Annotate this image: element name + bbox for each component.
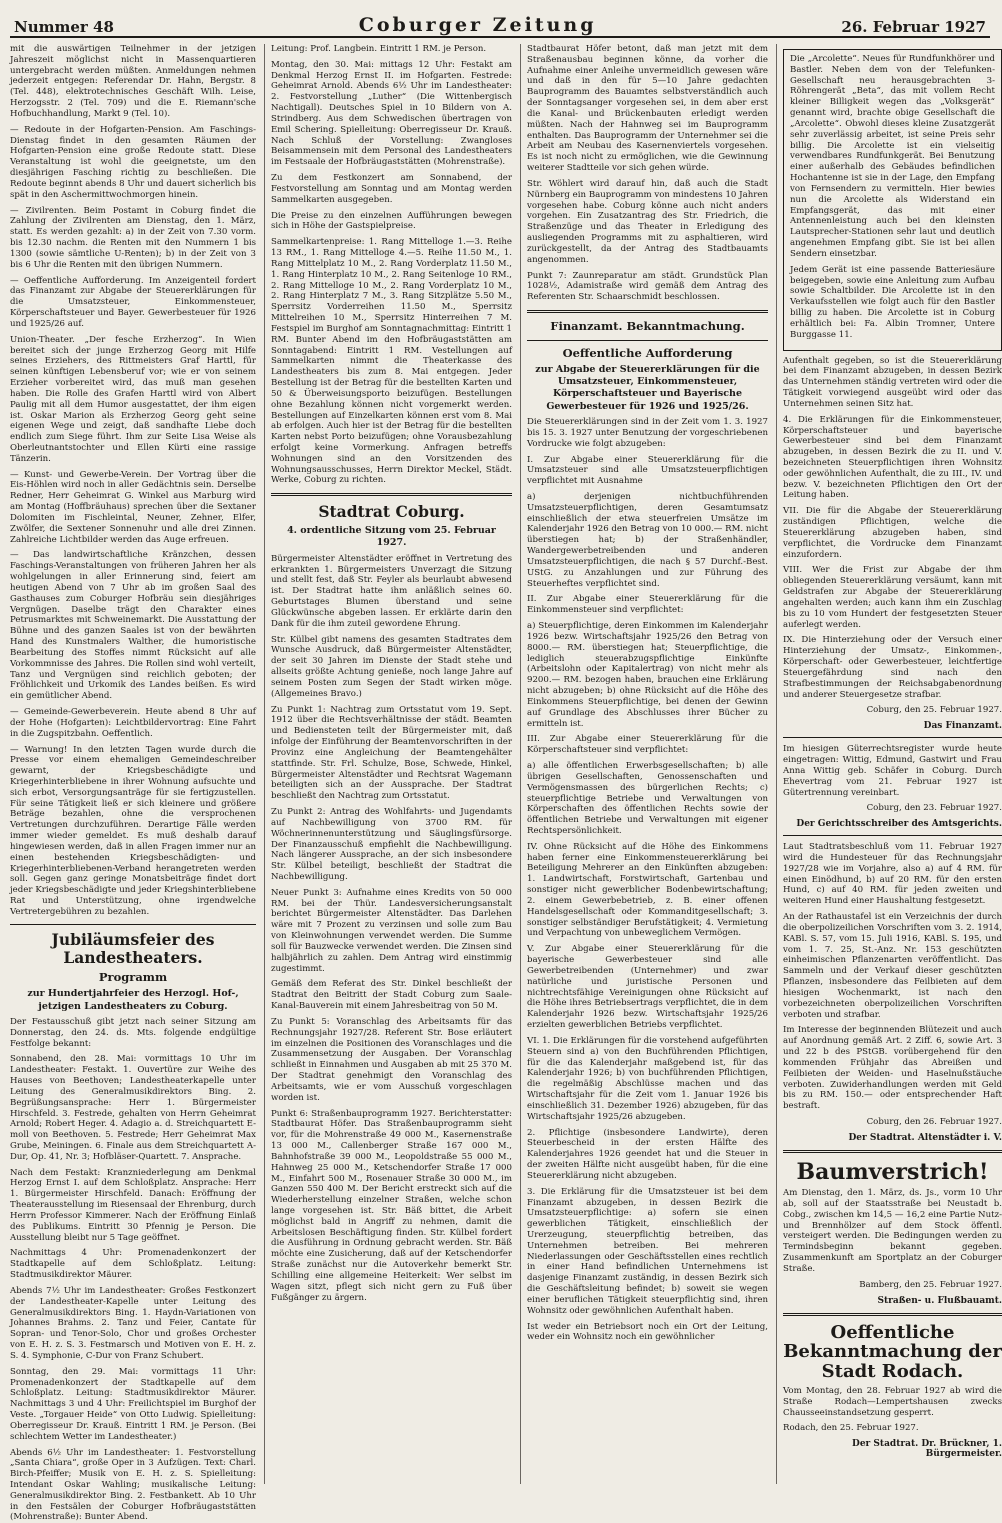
program-heading: Programm xyxy=(98,970,168,985)
finanzamt-signature: Das Finanzamt. xyxy=(923,721,1002,732)
aufforderung-section-2-items: a) Steuerpflichtige, deren Einkommen im Kalenderjahr 1926 bezw. Wirtschaftsjahr 1925/26 den Betrag von 8000.— RM. überstiegen hat; Steuerpflichtige, die lediglich steuerabzugspflichtige Einkünfte (Arbeitslohn oder Kapitalertrag) von nicht mehr als 9200.— RM. bezogen haben, brauchen eine Erklärung nicht abzugeben; b) ohne Rücksicht auf die Höhe des Einkommens Steuerpflichtige, bei denen der Gewinn auf Grundlage des Abschlusses ihrer Bücher zu ermitteln ist. xyxy=(527,621,768,729)
divider xyxy=(783,835,1002,836)
aufforderung-section-1: I. Zur Abgabe einer Steuererklärung für die Umsatzsteuer sind alle Umsatzsteuerpflichtigen verpflichtet mit Ausnahme xyxy=(527,454,768,487)
finanzamt-section-7: VII. Die für die Abgabe der Steuererklärung zuständigen Pflichtigen, welche die Steuererklärung abzugeben haben, sind verpflichtet, die Vordrucke dem Finanzamt einzufordern. xyxy=(783,506,1002,560)
masthead xyxy=(10,6,990,38)
baumverstrich-place-date: Bamberg, den 25. Februar 1927. xyxy=(859,1279,1002,1290)
gueterrecht-signature: Der Gerichtsschreiber des Amtsgerichts. xyxy=(796,819,1002,830)
program-sunday: Sonntag, den 29. Mai: vormittags 11 Uhr: Promenadenkonzert der Stadtkapelle auf dem Schloßplatz. Leitung: Stadtmusikdirektor Mäurer. Nachmittags 3 und 4 Uhr: Freilichtspiel im Burghof der Veste. „Torgauer Heide“ von Otto Ludwig. Spielleitung: Oberregisseur Dr. Krauß. Eintritt 1 RM. je Person. (Bei schlechtem Wetter im Landestheater.) xyxy=(10,1366,256,1442)
program-sammelkarten: Zu dem Festkonzert am Sonnabend, der Festvorstellung am Sonntag und am Montag werden Sammelkarten ausgegeben. xyxy=(271,173,512,205)
aufforderung-heading: Oeffentliche Aufforderung xyxy=(562,345,733,360)
aufforderung-continued: Ist weder ein Betriebsort noch ein Ort der Leitung, weder ein Wohnsitz noch ein gewöhnlicher xyxy=(527,1321,768,1343)
program-preise: Die Preise zu den einzelnen Aufführungen bewegen sich in Höhe der Gastspielpreise. xyxy=(271,210,512,232)
stadtrat-opening: Bürgermeister Altenstädter eröffnet in Vertretung des erkrankten 1. Bürgermeisters Unverzagt die Sitzung und stellt fest, daß Str. Feyler als beurlaubt abwesend ist. Der Stadtrat hatte ihm anläßlich seines 60. Geburtstages Blumen überstand und seine Glückwünsche abgeben lassen. Er erklärte darin den Dank für die ihm zuteil gewordene Ehrung. xyxy=(271,553,512,629)
finanzamt-continued: Aufenthalt gegeben, so ist die Steuererklärung bei dem Finanzamt abzugeben, in dessen Bezirk das Unternehmen ständig vertreten wird oder die Tätigkeit vorwiegend ausgeübt wird oder das Unternehmen seinen Sitz hat. xyxy=(783,355,1002,409)
stadtrat-kuelbel: Str. Külbel gibt namens des gesamten Stadtrates dem Wunsche Ausdruck, daß Bürgermeister Altenstädter, der seit 30 Jahren im Dienste der Stadt stehe und allseits größte Achtung genieße, noch lange Jahre auf seinem Posten zum Segen der Stadt wirken möge. (Allgemeines Bravo.) xyxy=(271,634,512,699)
divider xyxy=(783,1150,1002,1153)
divider xyxy=(783,737,1002,738)
finanzamt-place-date: Coburg, den 25. Februar 1927. xyxy=(866,705,1002,716)
article-zivilrenten: — Zivilrenten. Beim Postamt in Coburg findet die Zahlung der Zivilrenten am Dienstag, den 1. März, statt. Es werden gezahlt: a) in der Zeit von 7.30 vorm. bis 12.30 nachm. die Renten mit den Nummern 1 bis 1300 (sowie sämtliche U-Renten); b) in der Zeit von 3 bis 6 Uhr die Renten mit den übrigen Nummern. xyxy=(10,205,256,270)
arcolette-box xyxy=(783,49,1002,351)
gueterrecht-place-date: Coburg, den 23. Februar 1927. xyxy=(866,803,1002,814)
rodach-heading: Oeffentliche Bekanntmachung der Stadt Rodach. xyxy=(783,1321,1002,1383)
rodach-place-date: Rodach, den 25. Februar 1927. xyxy=(783,1423,919,1434)
aufforderung-intro: Die Steuererklärungen sind in der Zeit vom 1. 3. 1927 bis 15. 3. 1927 unter Benutzung der vorgeschriebenen Vordrucke wie folgt abzugeben: xyxy=(527,417,768,449)
program-after-festakt: Nach dem Festakt: Kranzniederlegung am Denkmal Herzog Ernst I. auf dem Schloßplatz. Ansprache: Herr 1. Bürgermeister Hirschfeld. Danach: Eröffnung der Theaterausstellung im Riesensaal der Ehrenburg, durch Herrn Professor Kimmerer. Nach der Eröffnung Einlaß des Publikums. Eintritt 30 Pfennig je Person. Die Ausstellung bleibt nur 5 Tage geöffnet. xyxy=(10,1167,256,1243)
program-kartenpreise: Sammelkartenpreise: 1. Rang Mittelloge 1.—3. Reihe 13 RM., 1. Rang Mittelloge 4.—5. Reihe 11.50 M., 1. Rang Mittelplatz 10 M., 2. Rang Vorderplatz 11.50 M., 1. Rang Hinterplatz 10 M., 2. Rang Seitenloge 10 RM., 2. Rang Mittelloge 10 M., 2. Rang Vorderplatz 10 M., 2. Rang Hinterplatz 7 M., 3. Rang Sitzplätze 5.50 M., Sperrsitz Vorderreihen 11.50 M., Sperrsitz Mittelreihen 10 M., Sperrsitz Hinterreihen 7 M. Festspiel im Burghof am Sonntagnachmittag: Eintritt 1 RM. Bunter Abend im den Hofbräugaststätten am Sonntagabend: Eintritt 1 RM. Vestellungen auf Sammelkarten nimmt die Theaterkasse des Landestheaters bis zum 8. Mai entgegen. Jeder Bestellung ist der Betrag für die bestellten Karten und 50 & Überweisungsporto beizufügen. Bestellungen ohne Bezahlung können nicht vorgemerkt werden. Bestellungen auf Einzelkarten können erst vom 8. Mai ab erfolgen. Auch hier ist der Betrag für die bestellten Karten nebst Porto beizufügen; ohne Vorausbezahlung erfolgt keine Vormerkung. Anfragen betreffs Wohnungen sind an den Vorsitzenden des Wohnungsausschusses, Herrn Direktor Meckel, Städt. Werke, Coburg zu richten. xyxy=(271,237,512,486)
aufforderung-section-6: VI. 1. Die Erklärungen für die vorstehend aufgeführten Steuern sind a) von den Buchführenden Pflichtigen, für die das Kalenderjahr maßgebend ist, für das Kalenderjahr 1926; b) von buchführenden Pflichtigen, die regelmäßig Abschlüsse machen und das Wirtschaftsjahr für die Zeit vom 1. Januar 1926 bis einschließlich 31. Dezember 1926) abzugeben, für das Wirtschaftsjahr 1925/26 abzugeben. xyxy=(527,1035,768,1122)
aufforderung-section-4: IV. Ohne Rücksicht auf die Höhe des Einkommens haben ferner eine Einkommensteuererklärung bei Beteiligung Mehrerer an den Einkünften abzugeben: 1. Landwirtschaft, Forstwirtschaft, Gartenbau und sonstiger nicht gewerblicher Bodenbewirtschaftung; 2. einem Gewerbebetrieb, z. B. einer offenen Handelsgesellschaft oder Kommanditgesellschaft; 3. sonstiger selbständiger Berufstätigkeit; 4. Vermietung und Verpachtung von unbeweglichem Vermögen. xyxy=(527,841,768,939)
stadtrat-punkt-1: Zu Punkt 1: Nachtrag zum Ortsstatut vom 19. Sept. 1912 über die Rechtsverhältnisse der städt. Beamten und Bediensteten teilt der Bürgermeister mit, daß infolge der Einführung der Beamtenvorschriften in der Provinz eine Angleichung der Beamtengehälter stattfinde. Str. Frl. Schulze, Bose, Schwede, Hinkel, Bürgermeister Altenstädter und Rechtsrat Wagemann beteiligten sich an der Aussprache. Der Stadtrat beschließt den Nachtrag zum Ortsstatut. xyxy=(271,704,512,802)
issue-number: Nummer 48 xyxy=(14,18,114,36)
divider xyxy=(527,310,768,313)
rodach-signature: Der Stadtrat. Dr. Brückner, 1. Bürgermeister. xyxy=(852,1439,1002,1460)
stadtrat-subheading: 4. ordentliche Sitzung vom 25. Februar 1927. xyxy=(287,525,496,549)
finanzamt-section-9: IX. Die Hinterziehung oder der Versuch einer Hinterziehung der Umsatz-, Einkommen-, Körperschaft- oder Gewerbesteuer, leichtfertige Steuergefährdung sind nach den Strafbestimmungen der Reichsabgabenordnung und anderer Steuergesetze strafbar. xyxy=(783,635,1002,700)
stadtrat-place-date: Coburg, den 26. Februar 1927. xyxy=(866,1117,1002,1128)
column-1 xyxy=(10,44,256,1523)
aufforderung-section-3: III. Zur Abgabe einer Steuererklärung für die Körperschaftsteuer sind verpflichtet: xyxy=(527,734,768,756)
divider xyxy=(783,1313,1002,1316)
hundesteuer-notice: Laut Stadtratsbeschluß vom 11. Februar 1927 wird die Hundesteuer für das Rechnungsjahr 1927/28 wie im Vorjahre, also a) auf 4 RM. für einen Einödhund, b) auf 20 RM. für den ersten Hund, c) auf 40 RM. für jeden zweiten und weiteren Hund einer Haushaltung festgesetzt. xyxy=(783,842,1002,907)
aufforderung-section-2: II. Zur Abgabe einer Steuererklärung für die Einkommensteuer sind verpflichtet: xyxy=(527,594,768,616)
column-4 xyxy=(776,44,1002,1484)
program-continued: Leitung: Prof. Langbein. Eintritt 1 RM. je Person. xyxy=(271,44,487,54)
article-kraenzchen: — Das landwirtschaftliche Kränzchen, dessen Faschings-Veranstaltungen von früheren Jahren her als wohlgelungen in aller Erinnerung sind, feiert am heutigen Abend von 7 Uhr ab im großen Saal des Gasthauses zum Coburger Hofbräu sein diesjähriges Vergnügen. Daselbe trägt den Charakter eines Petrusmarktes mit Schweinemarkt. Die Ausstattung der Bühne und des ganzen Saales ist von der bewährten Hand des Kunstmalers Walther, die humoristische Bearbeitung des Stoffes nimmt Rücksicht auf alle Vorkommnisse des Jahres. Die Rollen sind wohl verteilt, Tanz und Vergnügen sind reichlich geboten; der Fröhlichkeit und Urkomik des Landes beißen. Es wird ein gemütlicher Abend. xyxy=(10,550,256,702)
column-3 xyxy=(520,44,768,1484)
stadtrat-saalekanal: Gemäß dem Referat des Str. Dinkel beschließt der Stadtrat den Beitritt der Stadt Coburg zum Saale-Kanal-Bauverein mit einem Jahresbeitrag von 50 M. xyxy=(271,979,512,1012)
divider xyxy=(10,924,256,925)
aufforderung-subheading: zur Abgabe der Steuererklärungen für die Umsatzsteuer, Einkommensteuer, Körperschaftsteuer und Bayerische Gewerbesteuer für 1926 und 1925/26. xyxy=(535,363,760,412)
program-monday: Montag, den 30. Mai: mittags 12 Uhr: Festakt am Denkmal Herzog Ernst II. im Hofgarten. Festrede: Geheimrat Arnold. Abends 6½ Uhr im Landestheater: 2. Festvorstellung „Luther“ (Die Wittenbergisch Nachtigall). Deutsches Spiel in 10 Bildern von A. Strindberg. Aus dem Schwedischen übertragen von Emil Schering. Spielleitung: Oberregisseur Dr. Krauß. Nach Schluß der Vorstellung: Zwangloses Beisammensein mit dem Personal des Landestheaters im Festsaale der Hofbräugaststätten (Mohrenstraße). xyxy=(271,59,512,168)
article-redoute: — Redoute in der Hofgarten-Pension. Am Faschings-Dienstag findet in den gesamten Räumen der Hofgarten-Pension eine große Redoute statt. Diese Veranstaltung ist wohl die geeignetste, um den diesjährigen Fasching richtig zu beschließen. Die Redoute beginnt abends 8 Uhr und dauert sicherlich bis spät in den Aschermittwochmorgen hinein. xyxy=(10,124,256,200)
baumverstrich-notice: Am Dienstag, den 1. März, ds. Js., vorm 10 Uhr ab, soll auf der Staatsstraße bei Neustadt b. Cobg., zwischen km 14,5 — 16,2 eine Partie Nutz- und Brennhölzer auf dem Stock öffentl. versteigert werden. Die Bedingungen werden zu Termindsbeginn bekannt gegeben. Zusammenkunft am Sportplatz an der Coburger Straße. xyxy=(783,1188,1002,1274)
columns xyxy=(10,44,1002,1523)
stadtrat-punkt-3: Neuer Punkt 3: Aufnahme eines Kredits von 50 000 RM. bei der Thür. Landesversicherungsanstalt berichtet Bürgermeister Altenstädter. Das Darlehen wäre mit 7 Prozent zu verzinsen und solle zum Bau von Kleinwohnungen verwendet werden. Die Summe soll für Bauzwecke verwendet werden. Die Zinsen sind halbjährlich zu zahlen. Dem Antrag wird einstimmig zugestimmt. xyxy=(271,887,512,974)
article-gewerbeverein: — Gemeinde-Gewerbeverein. Heute abend 8 Uhr auf der Hohe (Hofgarten): Leichtbildervortrag: Eine Fahrt in die Zugspitzbahn. Oeffentlich. xyxy=(10,707,256,739)
aufforderung-section-5: V. Zur Abgabe einer Steuererklärung für die bayerische Gewerbesteuer sind alle Gewerbetreibenden (Unternehmer) und zwar natürliche und juristische Personen und nichtrechtsfähige Vereinigungen ohne Rücksicht auf die Höhe ihres Betriebsertrags verpflichtet, die in dem Kalenderjahr 1926 bezw. Wirtschaftsjahr 1925/26 erzielten gewerblichen Betriebs verpflichtet. xyxy=(527,944,768,1031)
divider xyxy=(527,340,768,341)
program-saturday: Sonnabend, den 28. Mai: vormittags 10 Uhr im Landestheater: Festakt. 1. Ouvertüre zur Weihe des Hauses von Beethoven; Landestheaterkapelle unter Leitung des Generalmusikdirektors Bing. 2. Begrüßungsansprache: Herr 1. Bürgermeister Hirschfeld. 3. Festrede, gehalten von Herrn Geheimrat Arnold; Robert Heger. 4. Adagio a. d. Streichquartett E-moll von Beethoven. 5. Festrede; Herr Geheimrat Max Grube, Meiningen. 6. Finale aus dem Streichquartett A-Dur, Op. 41, Nr. 3; Hofbläser-Quartett. 7. Ansprache. xyxy=(10,1054,256,1162)
finanzamt-section-6-4: 4. Die Erklärungen für die Einkommensteuer, Körperschaftsteuer und bayerische Gewerbesteuer sind bei dem Finanzamt abzugeben, in dessen Bezirk die zu II. und V. bezeichneten Steuerpflichtigen ihren Wohnsitz oder gewöhnlichen Aufenthalt, die zu III., IV. und bezw. V. bezeichneten Pflichtigen den Ort der Leitung haben. xyxy=(783,414,1002,501)
program-intro: Der Festausschuß gibt jetzt nach seiner Sitzung am Donnerstag, den 24. ds. Mts. folgende endgültige Festfolge bekannt: xyxy=(10,1016,256,1049)
gueterrecht-notice: Im hiesigen Güterrechtsregister wurde heute eingetragen: Wittig, Edmund, Gastwirt und Frau Anna Wittig geb. Schäfer in Coburg. Durch Ehevertrag vom 21. Februar 1927 ist Gütertrennung vereinbart. xyxy=(783,744,1002,798)
issue-date: 26. Februar 1927 xyxy=(841,18,986,36)
finanzamt-heading: Finanzamt. Bekanntmachung. xyxy=(550,319,745,334)
program-subheading: zur Hundertjahrfeier des Herzogl. Hof-, jetzigen Landestheaters zu Coburg. xyxy=(27,988,239,1012)
article-kunstverein: — Kunst- und Gewerbe-Verein. Der Vortrag über die Eis-Höhlen wird noch in aller Gedächtnis sein. Derselbe Redner, Herr Geheimrat G. Winkel aus Marburg wird am Montag (Hoffbräuhaus) sprechen über die Sextaner Dolomiten im Fischleintal, Neuner, Zehner, Elfer, Zwölfer, die Sextener Sonnenuhr und alle drei Zinnen. Zahlreiche Lichtbilder werden das Auge erfreuen. xyxy=(10,469,256,545)
baumverstrich-signature: Straßen- u. Flußbauamt. xyxy=(877,1295,1002,1306)
aufforderung-section-6-3: 3. Die Erklärung für die Umsatzsteuer ist bei dem Finanzamt abzugeben, in dessen Bezirk die Umsatzsteuerpflichtige: a) sofern sie einen gewerblichen Tätigkeit, einschließlich der Urerzeugung, steuerpflichtig betreiben, das Unternehmen betreiben. Bei mehreren Niederlassungen oder Geschäftsstellen eines rechtlich in einer Hand befindlichen Unternehmens ist dasjenige Finanzamt zuständig, in dessen Bezirk sich die Geschäftsleitung befindet; b) soweit sie wegen einer beruflichen Tätigkeit steuerpflichtig sind, ihren Wohnsitz oder gewöhnlichen Aufenthalt haben. xyxy=(527,1186,768,1316)
finanzamt-section-8: VIII. Wer die Frist zur Abgabe der ihm obliegenden Steuererklärung versäumt, kann mit Geldstrafen zur Abgabe der Steuererklärung angehalten werden; auch kann ihm ein Zuschlag bis zu 10 vom Hundert der festgesetzten Steuer auferlegt werden. xyxy=(783,565,1002,630)
stadtrat-continued: Stadtbaurat Höfer betont, daß man jetzt mit dem Straßenausbau beginnen könne, da vorher die Aufnahme einer Anleihe unvermeidlich gewesen wäre und daß in den für 5—10 Jahre gedachten Bauprogramm des Bauamtes selbstverständlich auch der Sonntagsanger vorgesehen sei, in dem aber erst die Kanal- und Brückenbauten erledigt werden müßten. Nach der Hahnweg sei im Bauprogramm enthalten. Das Bauprogramm der Unternehmer sei die Arbeit am Neubau des Kasernenviertels vorgesehen. Es ist noch nicht zu ermöglichen, wie die Gewinnung weiterer Stadtteile vor sich gehen würde. xyxy=(527,44,768,174)
arcolette-article: Die „Arcolette“. Neues für Rundfunkhörer und Bastler. Neben dem von der Telefunken-Gesellschaft neu herausgebrachten 3-Röhrengerät „Beta“, das mit vollem Recht kleiner Billigkeit wegen das „Volksgerät“ genannt wird, brachte obige Gesellschaft die „Arcolette“. Obwohl dieses kleine Zusatzgerät sehr zuverlässig arbeitet, ist seine Preis sehr billig. Die Arcolette ist ein vielseitig verwendbares Rundfunkgerät. Bei Benutzung einer außerhalb des Gebäudes befindlichen Hochantenne ist sie in der Lage, den Empfang von Fernsendern zu vermitteln. Hier bewies nun die Arcolette als Widerstand ein Empfangsgerät, das mit einer Antennenleistung auch bei den kleinsten Lautsprecher-Stationen sehr laut und deutlich angenehmen Empfang gibt. Sie ist bei allen Sendern einsetzbar. xyxy=(790,54,995,259)
stadtrat-woehlert: Str. Wöhlert wird darauf hin, daß auch die Stadt Nürnberg ein Bauprogramm von mindestens 10 Jahren vorgesehen habe. Coburg könne auch nicht anders vorgehen. Ein Zusatzantrag des Str. Friedrich, die Straßenzüge und das Theater in Erledigung des ausliegenden Programms mit zu asphaltieren, wird zurückgestellt, da der Antrag des Stadtbauamts angenommen. xyxy=(527,178,768,265)
stadtrat-punkt-5: Zu Punkt 5: Voranschlag des Arbeitsamts für das Rechnungsjahr 1927/28. Referent Str. Bose erläutert im einzelnen die Positionen des Voranschlages und die Zusammensetzung der Ausgaben. Der Voranschlag schließt in Einnahmen und Ausgaben ab mit 25 370 M. Der Stadtrat genehmigt den Voranschlag des Arbeitsamts, wie er vom Ausschuß vorgeschlagen worden ist. xyxy=(271,1016,512,1103)
article-union-theater: Union-Theater. „Der fesche Erzherzog“. In Wien bereitet sich der junge Erzherzog Georg mit Hilfe seines Erziehers, des Rittmeisters Graf Harttl, für seinen künftigen Lebensberuf vor; wie er von seinem Erzieher vorbereitet wird, das muß man gesehen haben. Die Rolle des Grafen Harttl wird von Albert Paulig mit all dem Humor ausgestattet, der ihm eigen ist. Oskar Marion als Erzherzog Georg geht seine eigenen Wege und zeigt, daß sandhafte Liebe doch endlich zum Siege führt. Ihm zur Seite Lisa Weise als Oberleutnantstochter und Ellen Kürti eine rassige Tänzerin. xyxy=(10,334,256,464)
aufforderung-section-3-items: a) alle öffentlichen Erwerbsgesellschaften; b) alle übrigen Gesellschaften, Genossenschaften und Vermögensmassen des bürgerlichen Rechts; c) steuerpflichtige Betriebe und Verwaltungen von Körperschaften des öffentlichen Rechts sowie der öffentlichen Betriebe und Verwaltungen mit eigener Rechtspersönlichkeit. xyxy=(527,761,768,836)
article-aufforderung-note: — Oeffentliche Aufforderung. Im Anzeigenteil fordert das Finanzamt zur Abgabe der Steuererklärungen für die Umsatzsteuer, Einkommensteuer, Körperschaftsteuer und Bayer. Gewerbesteuer für 1926 und 1925/26 auf. xyxy=(10,275,256,329)
article-warnung: — Warnung! In den letzten Tagen wurde durch die Presse vor einem ehemaligen Gemeindeschreiber gewarnt, der Kriegsbeschädigte und Kriegerhinterbliebene in ihrer Wohnung aufsuchte und sich erbot, Versorgungsanträge für sie fertigzustellen. Für seine Tätigkeit ließ er sich kleinere und größere Beträge bezahlen, ohne die versprochenen Vertretungen durchzuführen. Derartige Fälle werden immer wieder gemeldet. Es muß deshalb darauf hingewiesen werden, daß in allen Fragen immer nur an einen bestehenden Kriegsbeschädigten- und Kriegerhinterbliebenen-Verband herangetreten werden soll. Gegen ganz geringe Monatsbeiträge findet dort jeder Kriegsbeschädigte und jeder Kriegshinterbliebene Rat und Unterstützung, ohne irgendwelche Vertretergebühren zu bezahlen. xyxy=(10,744,256,917)
stadtrat-punkt-7: Punkt 7: Zaunreparatur am städt. Grundstück Plan 1028½, Adamistraße wird gemäß dem Antrag des Referenten Str. Schaarschmidt beschlossen. xyxy=(527,270,768,303)
column-2 xyxy=(264,44,512,1484)
newspaper-title: Coburger Zeitung xyxy=(358,14,597,36)
article-paragraph: mit die auswärtigen Teilnehmer in der jetzigen Jahreszeit möglichst nicht in Massenquartieren untergebracht werden müßten. Anmeldungen nehmen jederzeit entgegen: Referendar Dr. Hahn, Bergstr. 8 (Tel. 448), elektrotechnisches Geschäft Wilh. Leise, Herzogsstr. 2 (Tel. 709) und die E. Riemann'sche Hofbuchhandlung, Markt 9 (Tel. 10). xyxy=(10,44,256,119)
rodach-notice: Vom Montag, den 28. Februar 1927 ab wird die Straße Rodach—Lempertshausen zwecks Chausseeinstandsetzung gesperrt. xyxy=(783,1385,1002,1418)
program-festkonzert: Abends 7½ Uhr im Landestheater: Großes Festkonzert der Landestheater-Kapelle unter Leitung des Generalmusikdirektors Bing. 1. Haydn-Variationen von Johannes Brahms. 2. Tanz und Feier, Cantate für Sopran- und Tenor-Solo, Chor und großes Orchester von E. H. z. S. 3. Festmarsch und Motiven von E. H. z. S. 4. Symphonie, C-Dur von Franz Schubert. xyxy=(10,1285,256,1361)
weiden-notice: Im Interesse der beginnenden Blütezeit und auch auf Anordnung gemäß Art. 2 Ziff. 6, sowie Art. 3 und 22 b des PStGB. vorübergehend für den kommenden Frühjahr das Abreißen und Feilbieten der Weiden- und Haselnußstäuche verboten. Zuwiderhandlungen werden mit Geld bis zu RM. 150.— oder entsprechender Haft bestraft. xyxy=(783,1025,1002,1112)
jubilee-heading: Jubiläumsfeier des Landestheaters. xyxy=(51,929,215,967)
program-afternoon: Nachmittags 4 Uhr: Promenadenkonzert der Stadtkapelle auf dem Schloßplatz. Leitung: Stadtmusikdirektor Mäurer. xyxy=(10,1248,256,1281)
aufforderung-section-1-items: a) derjenigen nichtbuchführenden Umsatzsteuerpflichtigen, deren Gesamtumsatz einschließlich der etwa steuerfreien Umsätze im Kalenderjahr 1926 den Betrag von 10 000.— RM. nicht überstiegen hat; b) der Straßenhändler, Wandergewerbetreibenden und anderen Umsatzsteuerpflichtigen, die nach § 57 Durchf.-Best. UStG. zu Anzahlungen und zur Führung des Steuerheftes verpflichtet sind. xyxy=(527,491,768,589)
stadtrat-signature: Der Stadtrat. Altenstädter i. V. xyxy=(848,1132,1002,1143)
stadtrat-heading: Stadtrat Coburg. xyxy=(318,502,465,522)
stadtrat-punkt-2: Zu Punkt 2: Antrag des Wohlfahrts- und Jugendamts auf Nachbewilligung von 3700 RM. für Wöchnerinnenunterstützung und Säuglingsfürsorge. Der Finanzausschuß empfiehlt die Nachbewilligung. Nach längerer Aussprache, an der sich insbesondere Str. Külbel beteiligt, beschließt der Stadtrat die Nachbewilligung. xyxy=(271,807,512,882)
program-sunday-evening: Abends 6½ Uhr im Landestheater: 1. Festvorstellung „Santa Chiara“, große Oper in 3 Aufzügen. Text: Charl. Birch-Pfeiffer; Musik von E. H. z. S. Spielleitung: Intendant Oskar Wahling; musikalische Leitung: Generalmusikdirektor Bing. 2. Festbankett. Ab 10 Uhr in den Festsälen der Coburger Hofbräugaststätten (Mohrenstraße): Bunter Abend. xyxy=(10,1447,256,1523)
pflanzen-notice: An der Rathaustafel ist ein Verzeichnis der durch die oberpolizeilichen Vorschriften vom 3. 2. 1914, KABl. S. 57, vom 15. Juli 1916, KABl. S. 195, und vom 1. 7. 25, St.-Anz. Nr. 153 geschützten einheimischen Pflanzenarten veröffentlicht. Das Sammeln und der Verkauf dieser geschützten Pflanzen, insbesondere das Feilbieten auf dem hiesigen Wochenmarkt, ist nach den vorbezeichneten oberpolizeilichen Vorschriften verboten und strafbar. xyxy=(783,912,1002,1020)
arcolette-article-2: Jedem Gerät ist eine passende Batteriesäure beigegeben, sowie eine Anleitung zum Aufbau sowie Schaltbilder. Die Arcolette ist in den Verkaufsstellen wie folgt auch für den Bastler billig zu haben. Die Arcolette ist in Coburg erhältlich bei: Fa. Albin Tromner, Untere Burggasse 11. xyxy=(790,264,995,340)
baumverstrich-heading: Baumverstrich! xyxy=(796,1158,989,1185)
aufforderung-section-6-2: 2. Pflichtige (insbesondere Landwirte), deren Steuerbescheid in der ersten Hälfte des Kalenderjahres 1926 geendet hat und die Steuer in der zweiten Hälfte nicht ausgeübt haben, für die eine Steuererklärung nicht abzugeben. xyxy=(527,1127,768,1181)
stadtrat-punkt-6: Punkt 6: Straßenbauprogramm 1927. Berichterstatter: Stadtbaurat Höfer. Das Straßenbauprogramm sieht vor, für die Mohrenstraße 49 000 M., Kasernenstraße 13 000 M., Callenberger Straße 167 000 M., Bahnhofstraße 39 000 M., Leopoldstraße 55 000 M., Hahnweg 25 000 M., Ketschendorfer Straße 17 000 M., Einfahrt 500 M., Rosenauer Straße 30 000 M., im Ganzen 550 400 M. Der Bericht erstreckt sich auf die Wiederherstellung einzelner Straßen, welche schon lange vorgesehen ist. Str. Bäß bittet, die Arbeit möglichst bald in Angriff zu nehmen, damit die Arbeitslosen Beschäftigung finden. Str. Külbel fordert die Ausführung in Ordnung gebracht werden. Str. Bäß möchte eine Zusicherung, daß auf der Ketschendorfer Straße zunächst nur die Autoverkehr bemerkt Str. Schilling eine allgemeine Heiterkeit: Wer selbst im Wagen sitzt, pflegt sich nicht gern zu Fuß über Fußgänger zu ärgern. xyxy=(271,1108,512,1303)
divider xyxy=(271,493,512,496)
